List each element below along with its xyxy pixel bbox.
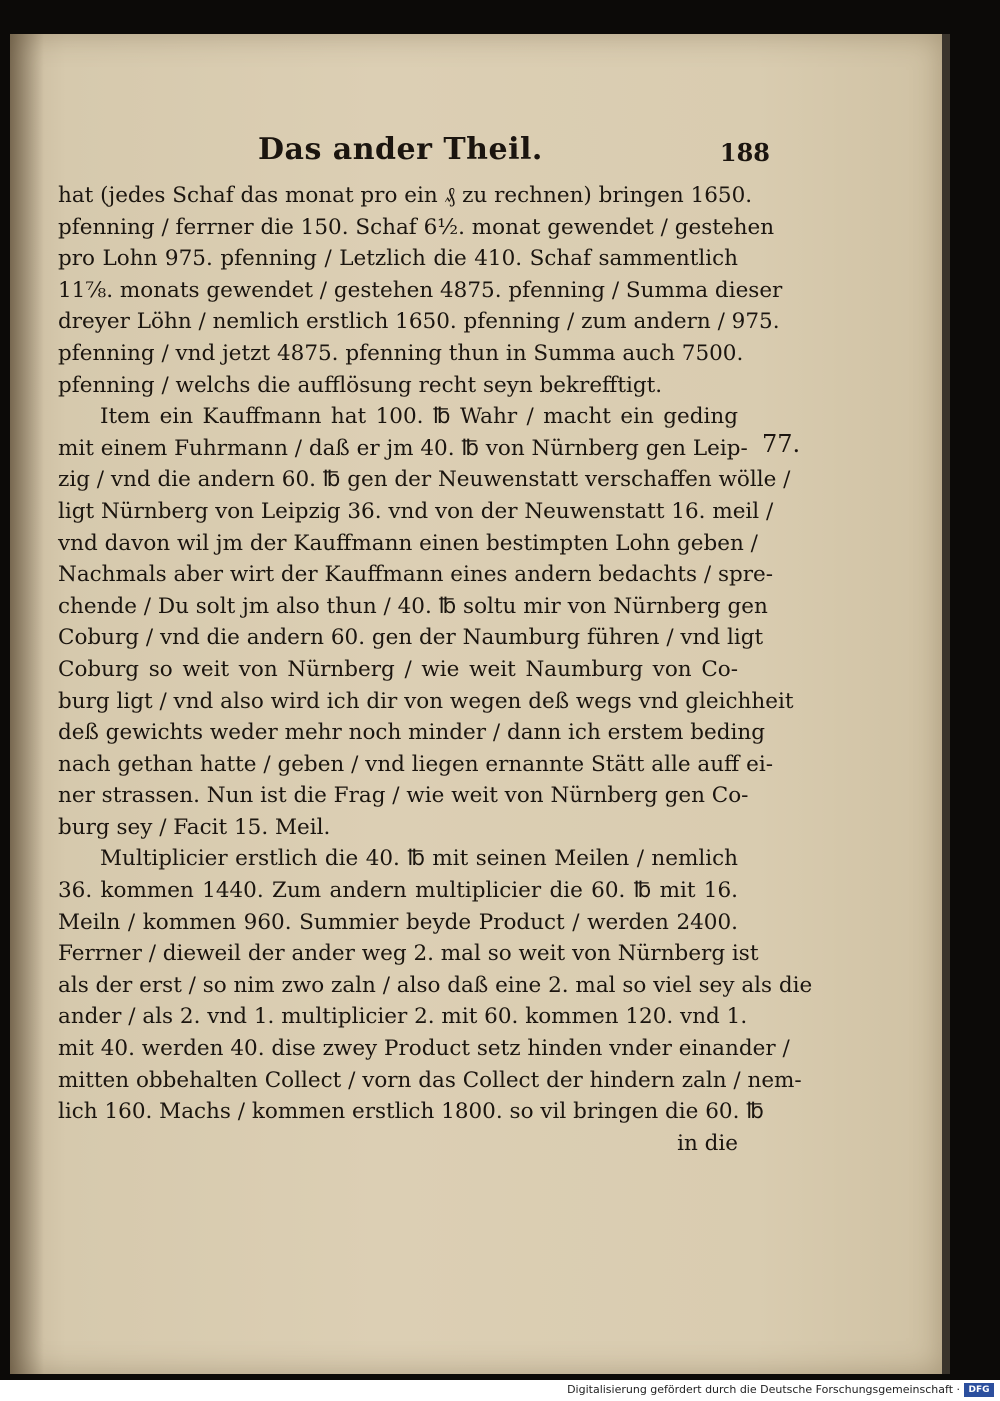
page-header <box>58 132 770 180</box>
text-line: 36. kommen 1440. Zum andern multiplicier die 60. ℔ mit 16. <box>58 878 738 904</box>
text-line: mitten obbehalten Collect / vorn das Collect der hindern zaln / nem- <box>58 1067 802 1093</box>
text-line: burg ligt / vnd also wird ich dir von wegen deß wegs vnd gleichheit <box>58 688 794 714</box>
text-line: ner strassen. Nun ist die Frag / wie weit von Nürnberg gen Co- <box>58 783 749 809</box>
text-line: Ferrner / dieweil der ander weg 2. mal so weit von Nürnberg ist <box>58 941 759 967</box>
text-line: Meiln / kommen 960. Summier beyde Product / werden 2400. <box>58 909 738 935</box>
footer <box>0 1380 1000 1401</box>
catchword: in die <box>677 1130 738 1156</box>
book-page <box>10 34 942 1374</box>
text-line: mit einem Fuhrmann / daß er jm 40. ℔ von Nürnberg gen Leip- <box>58 435 748 461</box>
text-line: pfenning / vnd jetzt 4875. pfenning thun in Summa auch 7500. <box>58 340 744 366</box>
text-line: hat (jedes Schaf das monat pro ein ₰ zu rechnen) bringen 1650. <box>58 183 753 208</box>
dfg-logo: DFG <box>964 1383 994 1397</box>
dfg-credit: Digitalisierung gefördert durch die Deutsche Forschungsgemeinschaft · <box>567 1383 960 1396</box>
text-line: zig / vnd die andern 60. ℔ gen der Neuwenstatt verschaffen wölle / <box>58 467 791 493</box>
text-line: vnd davon wil jm der Kauffmann einen bestimpten Lohn geben / <box>58 530 758 556</box>
text-line: als der erst / so nim zwo zaln / also daß eine 2. mal so viel sey als die <box>58 972 813 998</box>
text-line: lich 160. Machs / kommen erstlich 1800. so vil bringen die 60. ℔ <box>58 1099 764 1125</box>
text-line: chende / Du solt jm also thun / 40. ℔ soltu mir von Nürnberg gen <box>58 593 768 619</box>
text-line: pro Lohn 975. pfenning / Letzlich die 410. Schaf sammentlich <box>58 246 738 272</box>
text-line: ander / als 2. vnd 1. multiplicier 2. mit 60. kommen 120. vnd 1. <box>58 1004 748 1030</box>
text-line: Coburg so weit von Nürnberg / wie weit Naumburg von Co- <box>58 656 738 682</box>
text-line: deß gewichts weder mehr noch minder / dann ich erstem beding <box>58 720 766 746</box>
text-line: nach gethan hatte / geben / vnd liegen ernannte Stätt alle auff ei- <box>58 751 774 777</box>
text-line: pfenning / welchs die aufflösung recht seyn bekrefftigt. <box>58 372 663 398</box>
text-line: dreyer Löhn / nemlich erstlich 1650. pfenning / zum andern / 975. <box>58 309 780 335</box>
margin-number: 77. <box>762 430 801 458</box>
text-line: burg sey / Facit 15. Meil. <box>58 814 331 840</box>
text-line: pfenning / ferrner die 150. Schaf 6½. monat gewendet / gestehen <box>58 214 775 240</box>
text-line: Multiplicier erstlich die 40. ℔ mit seinen Meilen / nemlich <box>100 846 738 872</box>
running-head: Das ander Theil. <box>258 132 543 167</box>
text-line: 11⅞. monats gewendet / gestehen 4875. pfenning / Summa dieser <box>58 277 783 303</box>
page-number: 188 <box>719 138 770 167</box>
text-line: Coburg / vnd die andern 60. gen der Naumburg führen / vnd ligt <box>58 625 764 651</box>
text-line: Nachmals aber wirt der Kauffmann eines andern bedachts / spre- <box>58 562 774 588</box>
text-line: ligt Nürnberg von Leipzig 36. vnd von der Neuwenstatt 16. meil / <box>58 498 774 524</box>
text-line: Item ein Kauffmann hat 100. ℔ Wahr / macht ein geding <box>100 404 738 430</box>
page-edge <box>942 34 950 1374</box>
text-line: mit 40. werden 40. dise zwey Product setz hinden vnder einander / <box>58 1036 790 1062</box>
